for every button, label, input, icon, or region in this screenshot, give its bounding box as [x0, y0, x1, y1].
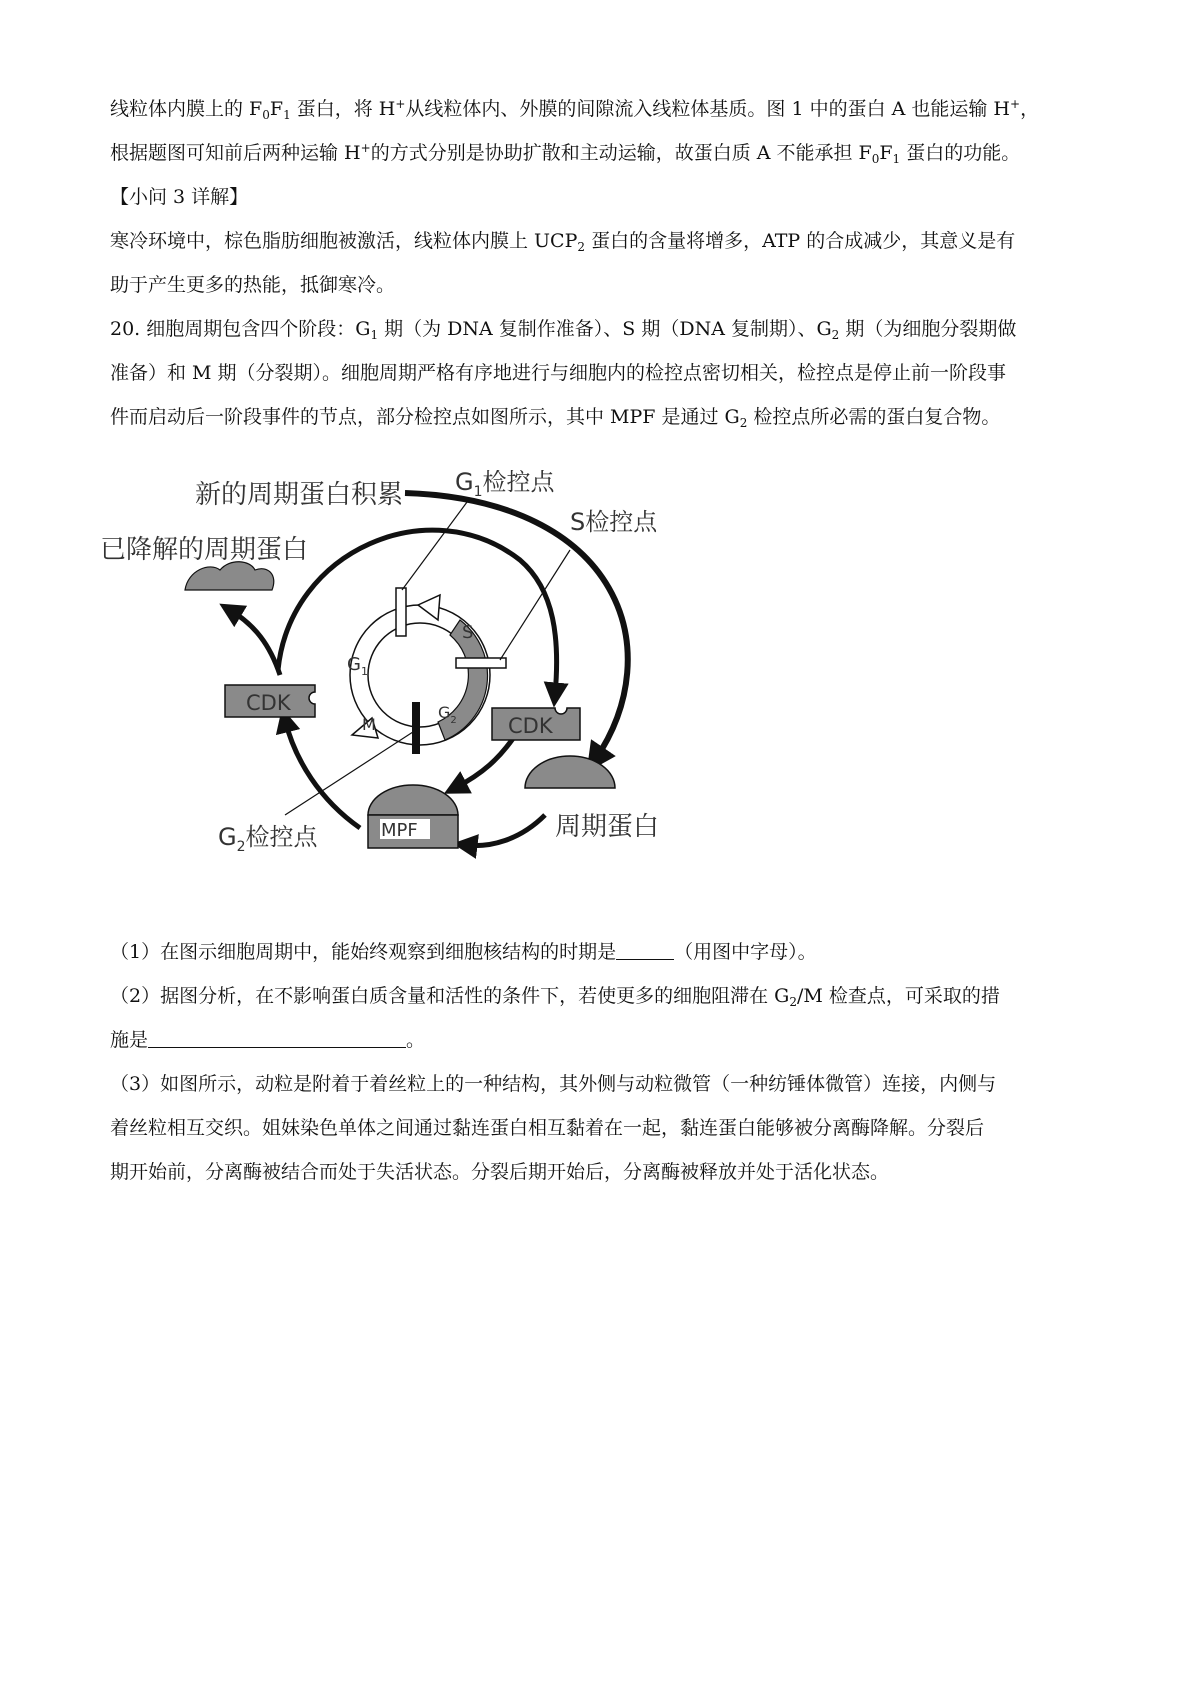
cdk-left-label: CDK — [246, 691, 291, 715]
cdk-recycle-arrow — [278, 530, 557, 695]
phase-s-label: S — [462, 622, 474, 643]
intro-line-3: 寒冷环境中，棕色脂肪细胞被激活，线粒体内膜上 $UCP_2$ 蛋白的含量将增多，ATP 的合成减少，其意义是有 — [110, 230, 1016, 254]
intro-line-2: 根据题图可知前后两种运输 H+的方式分别是协助扩散和主动运输，故蛋白质 A 不能承担 $F_0F_1$ 蛋白的功能。 — [110, 141, 1021, 166]
answer-blank-2[interactable] — [148, 1029, 406, 1048]
question-line-2: 准备）和 M 期（分裂期）。细胞周期严格有序地进行与细胞内的检控点密切相关，检控点是停止前一阶段事 — [110, 362, 1007, 384]
intro-line-4: 助于产生更多的热能，抵御寒冷。 — [110, 274, 396, 296]
g1-checkpoint-bar — [396, 588, 406, 636]
sub-question-3-line-3: 期开始前，分离酶被结合而处于失活状态。分裂后期开始后，分离酶被释放并处于活化状态。 — [110, 1161, 890, 1183]
sub-question-3-line-2: 着丝粒相互交织。姐妹染色单体之间通过黏连蛋白相互黏着在一起，黏连蛋白能够被分离酶降解。分裂后 — [110, 1117, 985, 1139]
g2-checkpoint-bar — [412, 702, 420, 754]
degraded-cyclin-label: 已降解的周期蛋白 — [100, 535, 309, 565]
cdk-right-label: CDK — [508, 714, 553, 738]
cell-cycle-diagram — [100, 470, 740, 915]
section-heading: 【小问 3 详解】 — [110, 186, 249, 208]
sub-question-2-line-1: （2）据图分析，在不影响蛋白质含量和活性的条件下，若使更多的细胞阻滞在 $G_2/M$ 检查点，可采取的措 — [110, 985, 1000, 1009]
cyclin-to-mpf-arrow — [465, 815, 545, 846]
intro-line-1: 线粒体内膜上的 $F_0F_1$ 蛋白，将 H+从线粒体内、外膜的间隙流入线粒体基质。图 1 中的蛋白 A 也能运输 H+， — [110, 97, 1040, 122]
cyclin-label: 周期蛋白 — [555, 812, 660, 842]
phase-g2-label: $G_2$ — [438, 703, 457, 726]
degraded-cyclin-shape — [185, 562, 274, 590]
g1-checkpoint-label: $G_1$检控点 — [455, 470, 555, 500]
mpf-label: MPF — [381, 820, 418, 841]
question-line-1: 20. 细胞周期包含四个阶段：$G_1$ 期（为 DNA 复制作准备）、S 期（DNA 复制期）、$G_2$ 期（为细胞分裂期做 — [110, 318, 1017, 342]
new-cyclin-label: 新的周期蛋白积累 — [195, 480, 404, 510]
s-checkpoint-bar — [456, 658, 506, 668]
degradation-arrow — [230, 610, 280, 675]
cyclin-shape — [525, 756, 615, 788]
question-line-3: 件而启动后一阶段事件的节点，部分检控点如图所示，其中 MPF 是通过 $G_2$ 检控点所必需的蛋白复合物。 — [110, 406, 1001, 430]
s-checkpoint-label: S检控点 — [570, 508, 658, 536]
mpf-shape — [368, 785, 458, 815]
sub-question-1: （1）在图示细胞周期中，能始终观察到细胞核结构的时期是 （用图中字母）。 — [110, 941, 817, 963]
sub-question-2-line-2: 施是 。 — [110, 1029, 426, 1051]
s-arrowhead — [418, 595, 440, 620]
phase-m-label: M — [362, 715, 376, 734]
sub-question-3-line-1: （3）如图所示，动粒是附着于着丝粒上的一种结构，其外侧与动粒微管（一种纺锤体微管）连接，内侧与 — [110, 1073, 997, 1095]
g2-checkpoint-label: $G_2$检控点 — [218, 823, 318, 855]
phase-g1-label: $G_1$ — [347, 654, 368, 678]
answer-blank-1[interactable] — [616, 941, 674, 960]
